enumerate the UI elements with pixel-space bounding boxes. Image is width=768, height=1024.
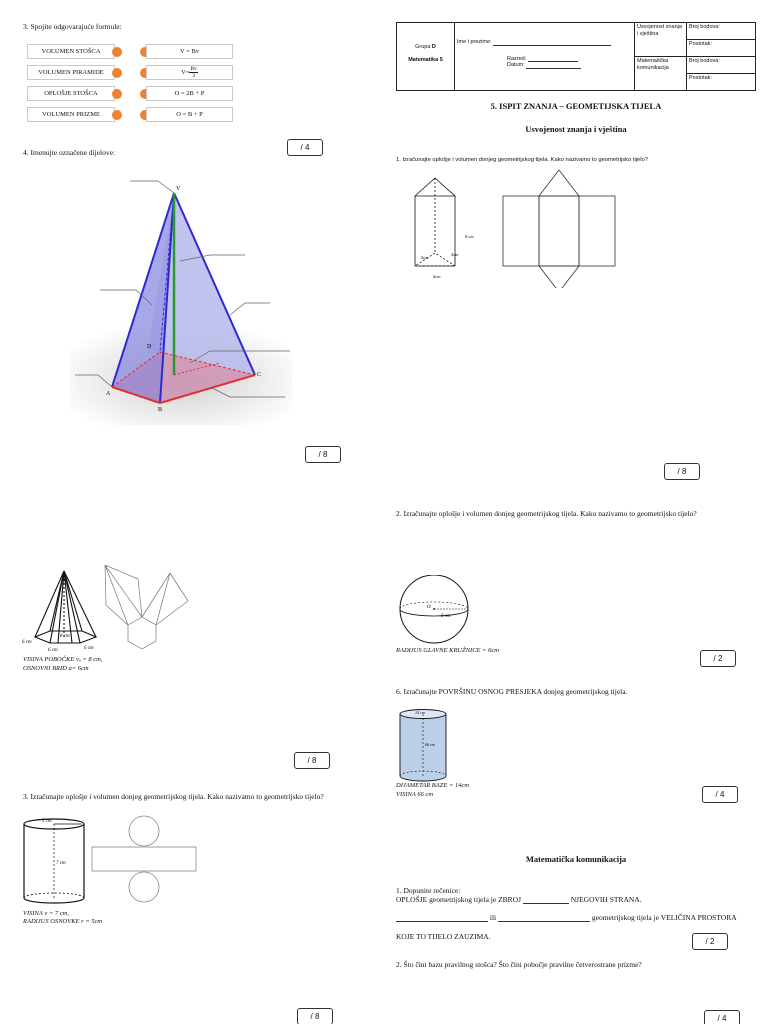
- header-postotak-1[interactable]: Postotak:: [687, 40, 755, 57]
- label-A: A: [106, 391, 111, 397]
- score-box-q2: / 2: [700, 650, 736, 667]
- section-usvojenost: Usvojenost znanja i vještina: [525, 124, 627, 134]
- score-box-q3-match: / 4: [287, 139, 323, 156]
- prism-dim-a: 5cm: [421, 255, 429, 260]
- k1-line1a: OPLOŠJE geometrijskog tijela je ZBROJ: [396, 895, 521, 904]
- prism-dim-h: 8 cm: [465, 234, 474, 239]
- q3b-title: 3. Izračunajte oplošje i volumen donjeg geometrijskog tijela. Kako nazivamo to geometrijsko tijelo?: [23, 792, 324, 801]
- prism-diagram: [405, 168, 630, 288]
- datum-label: Datum:: [507, 62, 525, 69]
- cylinder-diagram: [22, 812, 202, 912]
- score-box-q6: / 4: [702, 786, 738, 803]
- k1-line1b: NJEGOVIH STRANA.: [570, 895, 642, 904]
- header-postotak-2[interactable]: Postotak:: [689, 75, 712, 81]
- prism-dim-b: 5cm: [451, 252, 459, 257]
- score-box-k1: / 2: [692, 933, 728, 950]
- prism: [415, 178, 455, 266]
- fraction: [189, 66, 197, 79]
- blue-cyl-caption-1: DIJAMETAR BAZE = 14cm: [396, 782, 470, 789]
- match-left-4[interactable]: VOLUMEN PRIZME: [27, 107, 115, 122]
- match-dot-left-2[interactable]: [112, 68, 122, 78]
- match-dot-left-1[interactable]: [112, 47, 122, 57]
- blue-cyl-caption-2: VISINA 66 cm: [396, 791, 434, 798]
- match-left-3[interactable]: OPLOŠJE STOŠCA: [27, 86, 115, 101]
- hex-net: [105, 565, 188, 649]
- name-label: Ime i prezime:: [457, 39, 492, 45]
- k1-line2b: geometrijskog tijela je VELIČINA PROSTORA: [591, 913, 737, 922]
- subject: Matematika 5: [408, 56, 443, 63]
- match-right-2-label: V=: [181, 69, 190, 76]
- k1-line3: KOJE TO TIJELO ZAUZIMA.: [396, 932, 491, 941]
- sphere-caption: RADIJUS GLAVNE KRUŽNICE = 6cm: [396, 647, 499, 654]
- match-right-2[interactable]: [146, 65, 233, 80]
- pyramid-diagram: [70, 175, 292, 425]
- main-title: 5. ISPIT ZNANJA – GEOMETIJSKA TIJELA: [490, 101, 662, 111]
- header-bodovi-1[interactable]: Broj bodova:: [687, 23, 755, 40]
- k1-blank-1[interactable]: [523, 903, 569, 904]
- label-D: D: [147, 344, 152, 350]
- match-left-1[interactable]: VOLUMEN STOŠCA: [27, 44, 115, 59]
- name-field[interactable]: [493, 45, 611, 46]
- header-usvojenost: Usvojenost znanja i vještina: [635, 23, 687, 57]
- q1-text: 1. Izračunajte oplošje i volumen donjeg geometrijskog tijela. Kako nazivamo to geometrijsko tijelo?: [396, 157, 648, 163]
- cyl-dim-top: 5 cm: [42, 819, 52, 824]
- grupa-value: D: [431, 44, 436, 50]
- cyl-caption-2: RADIJUS OSNOVKE r = 5cm: [23, 918, 103, 925]
- hex-dim-a3: 6 cm: [84, 646, 94, 651]
- cyl-caption-1: VISINA v = 7 cm,: [23, 910, 69, 917]
- score-box-hex: / 8: [294, 752, 330, 769]
- header-table: [396, 22, 756, 91]
- label-V: V: [176, 186, 181, 192]
- hex-dim-a2: 6 cm: [48, 648, 58, 653]
- datum-field[interactable]: [526, 68, 581, 69]
- match-right-3[interactable]: O = 2B + P: [146, 86, 233, 101]
- blue-cylinder-diagram: [398, 708, 448, 784]
- prism-dim-c: 6cm: [433, 274, 441, 279]
- score-box-q4: / 8: [305, 446, 341, 463]
- blue-cyl-dim-top: 14 cm: [415, 710, 425, 715]
- k2-text: 2. Što čini bazu pravilnog stošca? Što čini pobočje pravilne četverostrane prizme?: [396, 960, 642, 969]
- hex-pyramid-diagram: [20, 565, 190, 655]
- q4-title: 4. Imenujte označene dijelove:: [23, 148, 116, 157]
- prism-net: [503, 170, 615, 288]
- score-box-k2: / 4: [704, 1010, 740, 1024]
- header-name-cell: [455, 23, 635, 90]
- cyl-dim-h: 7 cm: [56, 861, 66, 866]
- header-bodovi-2[interactable]: Broj bodova:: [687, 57, 755, 74]
- k1-line2: [396, 913, 737, 922]
- hex-caption-2: OSNOVNI BRID a= 6cm: [23, 665, 89, 672]
- hex-dim-a1: 6 cm: [22, 640, 32, 645]
- k1-blank-2[interactable]: [396, 921, 488, 922]
- score-box-q1: / 8: [664, 463, 700, 480]
- k1-line2a: ili: [489, 913, 497, 922]
- label-B: B: [158, 407, 163, 413]
- sphere-diagram: [396, 575, 476, 647]
- match-dot-left-4[interactable]: [112, 110, 122, 120]
- fraction-numerator: Bv: [190, 66, 197, 73]
- match-left-2[interactable]: VOLUMEN PIRAMIDE: [27, 65, 115, 80]
- header-group-cell: [397, 23, 455, 90]
- sphere-radius-label: 6 cm: [441, 614, 451, 619]
- match-right-4[interactable]: O = B + P: [146, 107, 233, 122]
- match-dot-left-3[interactable]: [112, 89, 122, 99]
- fraction-denominator: 3: [192, 73, 196, 80]
- section-komunikacija: Matematička komunikacija: [525, 854, 627, 864]
- score-box-cyl: / 8: [297, 1008, 333, 1024]
- q3-match-title: 3. Spojite odgovarajuće formule:: [23, 22, 122, 31]
- q2-text: 2. Izračunajte oplošje i volumen donjeg geometrijskog tijela. Kako nazivamo to geometrijsko tijelo?: [396, 509, 697, 518]
- hex-dim-h: 8 cm: [60, 634, 70, 639]
- grupa-label: Grupa: [415, 44, 431, 50]
- q6-text: 6. Izračunajte POVRŠINU OSNOG PRESJEKA donjeg geometrijskog tijela.: [396, 687, 628, 696]
- sphere-center-label: O: [427, 605, 431, 610]
- header-komunikacija: Matematička komunikacija: [635, 57, 687, 90]
- cylinder-net: [92, 816, 196, 902]
- k1-title: 1. Dopunite rečenice:: [396, 886, 461, 895]
- k1-line1: [396, 895, 642, 904]
- label-C: C: [257, 372, 262, 378]
- match-right-1[interactable]: V = Bv: [146, 44, 233, 59]
- k1-blank-3[interactable]: [498, 921, 590, 922]
- blue-cyl-dim-h: 66 cm: [425, 742, 435, 747]
- razred-label: Razred:: [507, 55, 527, 62]
- hex-caption-1: VISINA POBOČKE vₐ = 8 cm,: [23, 656, 103, 663]
